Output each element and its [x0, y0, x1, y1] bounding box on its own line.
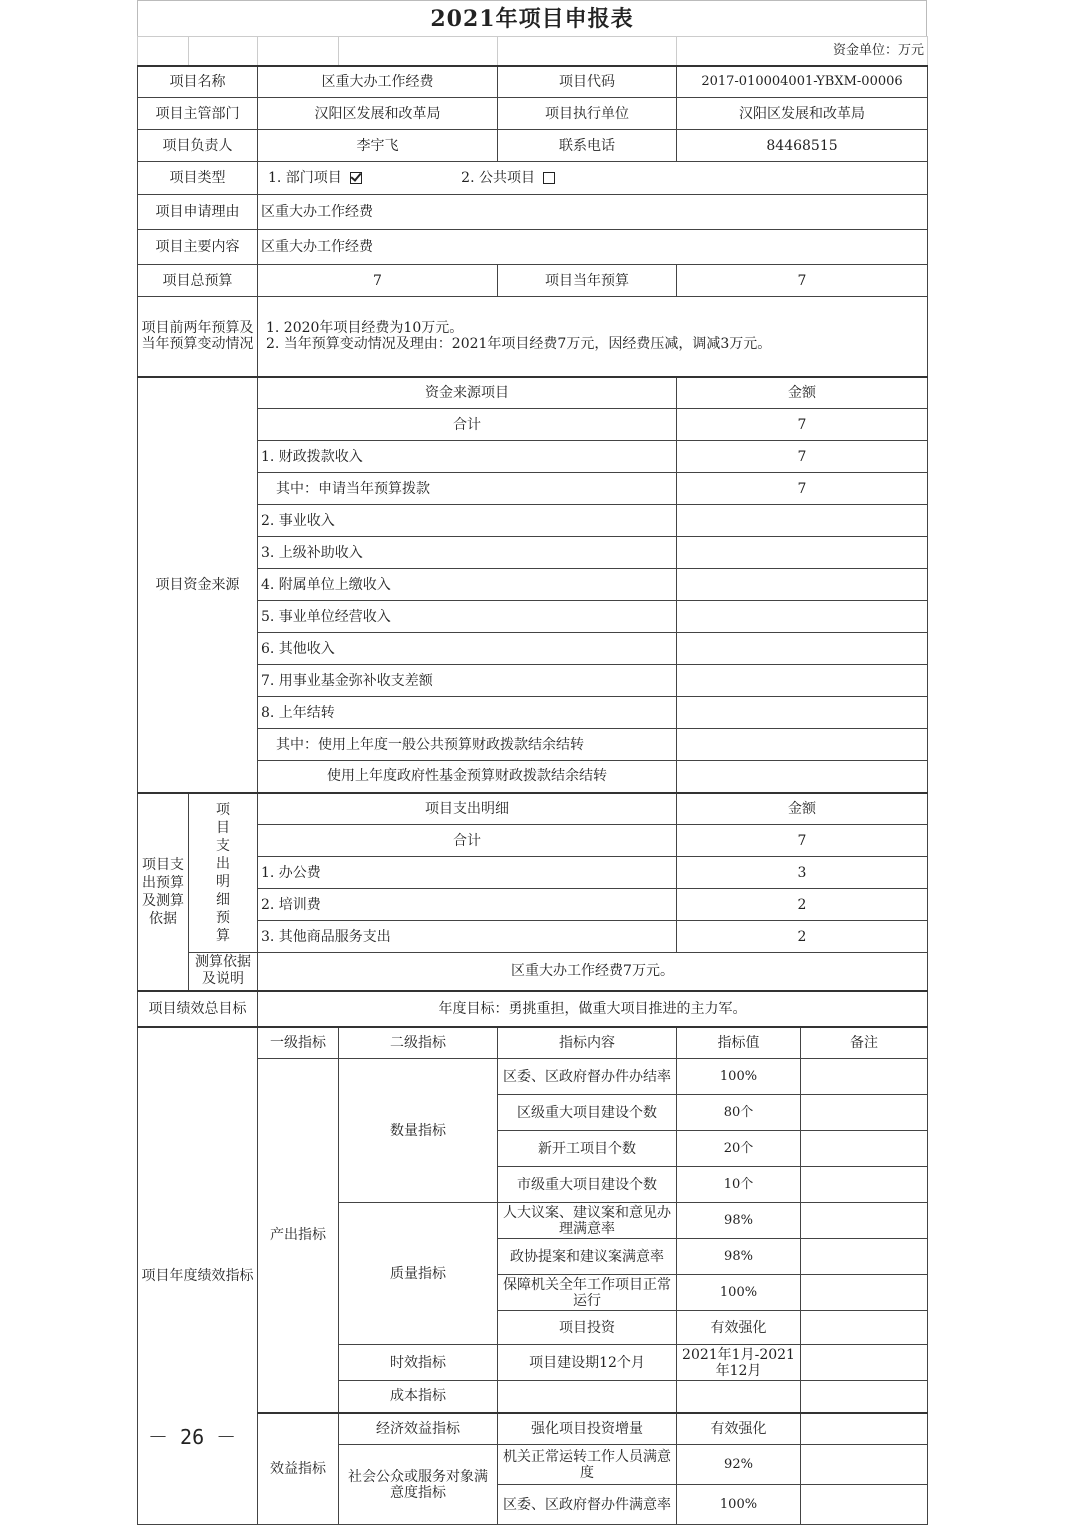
unit-label: 资金单位：万元 — [677, 37, 928, 66]
year-label: 项目当年预算 — [498, 265, 677, 297]
funding-item: 8. 上年结转 — [258, 697, 677, 729]
perf-note — [801, 1345, 928, 1381]
year-value: 7 — [677, 265, 928, 297]
funding-header — [138, 377, 928, 409]
funding-item: 5. 事业单位经营收入 — [258, 601, 677, 633]
perf-content: 市级重大项目建设个数 — [498, 1167, 677, 1203]
benefit-label: 效益指标 — [258, 1413, 339, 1525]
change-line-2: 2. 当年预算变动情况及理由：2021年项目经费7万元，因经费压减，调减3万元。 — [266, 336, 772, 353]
output-label: 产出指标 — [258, 1059, 339, 1413]
perf-content: 新开工项目个数 — [498, 1131, 677, 1167]
expense-item: 合计 — [258, 825, 677, 857]
perf-content: 保障机关全年工作项目正常运行 — [498, 1275, 677, 1311]
phone-value: 84468515 — [677, 130, 928, 162]
funding-amount: 7 — [677, 409, 928, 441]
expense-amount: 2 — [677, 921, 928, 953]
perf-note — [801, 1131, 928, 1167]
type-option-dept: 1. 部门项目 — [268, 170, 342, 186]
content-value: 区重大办工作经费 — [258, 230, 928, 265]
perf-value: 92% — [677, 1445, 801, 1485]
leader-value: 李宇飞 — [258, 130, 498, 162]
perf-content — [498, 1381, 677, 1413]
content-label: 项目主要内容 — [138, 230, 258, 265]
unit-row — [138, 37, 928, 66]
expense-item: 3. 其他商品服务支出 — [258, 921, 677, 953]
reason-label: 项目申请理由 — [138, 195, 258, 230]
perf-value: 100% — [677, 1059, 801, 1095]
expense-amount: 7 — [677, 825, 928, 857]
project-name: 区重大办工作经费 — [258, 66, 498, 98]
dept-label: 项目主管部门 — [138, 98, 258, 130]
funding-col-item: 资金来源项目 — [258, 377, 677, 409]
row-content — [138, 230, 928, 265]
social-label: 社会公众或服务对象满意度指标 — [339, 1445, 498, 1525]
funding-item: 6. 其他收入 — [258, 633, 677, 665]
funding-amount — [677, 505, 928, 537]
funding-item: 合计 — [258, 409, 677, 441]
change-label: 项目前两年预算及当年预算变动情况 — [138, 297, 258, 377]
funding-item: 3. 上级补助收入 — [258, 537, 677, 569]
perf-header — [138, 1027, 928, 1059]
basis-value: 区重大办工作经费7万元。 — [258, 953, 928, 991]
row-dept — [138, 98, 928, 130]
funding-item: 其中：使用上年度一般公共预算财政拨款结余结转 — [258, 729, 677, 761]
perf-value: 2021年1月-2021年12月 — [677, 1345, 801, 1381]
report-table — [137, 36, 928, 1525]
perf-note — [801, 1203, 928, 1239]
perf-note — [801, 1275, 928, 1311]
expense-amount: 2 — [677, 889, 928, 921]
exec-label: 项目执行单位 — [498, 98, 677, 130]
funding-amount — [677, 633, 928, 665]
funding-col-amount: 金额 — [677, 377, 928, 409]
perf-h4: 指标值 — [677, 1027, 801, 1059]
perf-value: 100% — [677, 1275, 801, 1311]
funding-item: 1. 财政拨款收入 — [258, 441, 677, 473]
goal-text: 年度目标：勇挑重担，做重大项目推进的主力军。 — [258, 991, 928, 1027]
total-value: 7 — [258, 265, 498, 297]
perf-value — [677, 1381, 801, 1413]
row-type — [138, 162, 928, 195]
funding-amount: 7 — [677, 473, 928, 505]
code-label: 项目代码 — [498, 66, 677, 98]
funding-section-label: 项目资金来源 — [138, 377, 258, 793]
perf-content: 区委、区政府督办件办结率 — [498, 1059, 677, 1095]
qty-label: 数量指标 — [339, 1059, 498, 1203]
report-sheet — [137, 0, 927, 1525]
perf-content: 项目建设期12个月 — [498, 1345, 677, 1381]
checkbox-checked-icon[interactable] — [350, 172, 362, 184]
project-code: 2017-010004001-YBXM-00006 — [677, 66, 928, 98]
econ-label: 经济效益指标 — [339, 1413, 498, 1445]
goal-row — [138, 991, 928, 1027]
perf-h2: 二级指标 — [339, 1027, 498, 1059]
perf-value: 98% — [677, 1239, 801, 1275]
perf-h1: 一级指标 — [258, 1027, 339, 1059]
page-number: － 26 － — [146, 1421, 238, 1450]
page-title: 2021年项目申报表 — [137, 0, 927, 36]
perf-note — [801, 1239, 928, 1275]
funding-item: 7. 用事业基金弥补收支差额 — [258, 665, 677, 697]
phone-label: 联系电话 — [498, 130, 677, 162]
perf-value: 98% — [677, 1203, 801, 1239]
perf-content: 区级重大项目建设个数 — [498, 1095, 677, 1131]
perf-note — [801, 1381, 928, 1413]
change-line-1: 1. 2020年项目经费为10万元。 — [266, 320, 464, 337]
perf-value: 10个 — [677, 1167, 801, 1203]
expense-inner-label: 项目支出明细预算 — [189, 793, 258, 953]
perf-note — [801, 1413, 928, 1445]
perf-note — [801, 1485, 928, 1525]
leader-label: 项目负责人 — [138, 130, 258, 162]
expense-amount: 3 — [677, 857, 928, 889]
funding-amount — [677, 761, 928, 793]
perf-content: 机关正常运转工作人员满意度 — [498, 1445, 677, 1485]
type-options — [258, 162, 928, 195]
perf-h3: 指标内容 — [498, 1027, 677, 1059]
perf-value: 20个 — [677, 1131, 801, 1167]
perf-note — [801, 1311, 928, 1345]
perf-note — [801, 1095, 928, 1131]
row-name — [138, 66, 928, 98]
expense-col-item: 项目支出明细 — [258, 793, 677, 825]
perf-value: 有效强化 — [677, 1311, 801, 1345]
perf-h5: 备注 — [801, 1027, 928, 1059]
perf-content: 强化项目投资增量 — [498, 1413, 677, 1445]
funding-amount — [677, 665, 928, 697]
cost-label: 成本指标 — [339, 1381, 498, 1413]
funding-amount — [677, 569, 928, 601]
checkbox-empty-icon[interactable] — [543, 172, 555, 184]
funding-amount: 7 — [677, 441, 928, 473]
perf-content: 政协提案和建议案满意率 — [498, 1239, 677, 1275]
row-reason — [138, 195, 928, 230]
funding-amount — [677, 601, 928, 633]
row-leader — [138, 130, 928, 162]
change-value — [258, 297, 928, 377]
funding-amount — [677, 729, 928, 761]
funding-item: 2. 事业收入 — [258, 505, 677, 537]
row-budget — [138, 265, 928, 297]
perf-section-label: 项目年度绩效指标 — [138, 1027, 258, 1525]
expense-item: 2. 培训费 — [258, 889, 677, 921]
funding-amount — [677, 697, 928, 729]
exec-value: 汉阳区发展和改革局 — [677, 98, 928, 130]
name-label: 项目名称 — [138, 66, 258, 98]
expense-col-amount: 金额 — [677, 793, 928, 825]
funding-item: 其中：申请当年预算拨款 — [258, 473, 677, 505]
perf-value: 80个 — [677, 1095, 801, 1131]
perf-content: 区委、区政府督办件满意率 — [498, 1485, 677, 1525]
perf-note — [801, 1445, 928, 1485]
perf-value: 100% — [677, 1485, 801, 1525]
type-label: 项目类型 — [138, 162, 258, 195]
perf-value: 有效强化 — [677, 1413, 801, 1445]
time-label: 时效指标 — [339, 1345, 498, 1381]
expense-basis-row — [138, 953, 928, 991]
funding-item: 4. 附属单位上缴收入 — [258, 569, 677, 601]
perf-note — [801, 1059, 928, 1095]
quality-label: 质量指标 — [339, 1203, 498, 1345]
basis-label: 测算依据及说明 — [189, 953, 258, 991]
total-label: 项目总预算 — [138, 265, 258, 297]
perf-note — [801, 1167, 928, 1203]
dept-value: 汉阳区发展和改革局 — [258, 98, 498, 130]
reason-value: 区重大办工作经费 — [258, 195, 928, 230]
perf-content: 项目投资 — [498, 1311, 677, 1345]
goal-label: 项目绩效总目标 — [138, 991, 258, 1027]
row-change — [138, 297, 928, 377]
expense-item: 1. 办公费 — [258, 857, 677, 889]
expense-outer-label: 项目支出预算及测算依据 — [138, 793, 189, 991]
expense-header — [138, 793, 928, 825]
perf-content: 人大议案、建议案和意见办理满意率 — [498, 1203, 677, 1239]
type-option-public: 2. 公共项目 — [461, 170, 535, 186]
funding-item: 使用上年度政府性基金预算财政拨款结余结转 — [258, 761, 677, 793]
funding-amount — [677, 537, 928, 569]
